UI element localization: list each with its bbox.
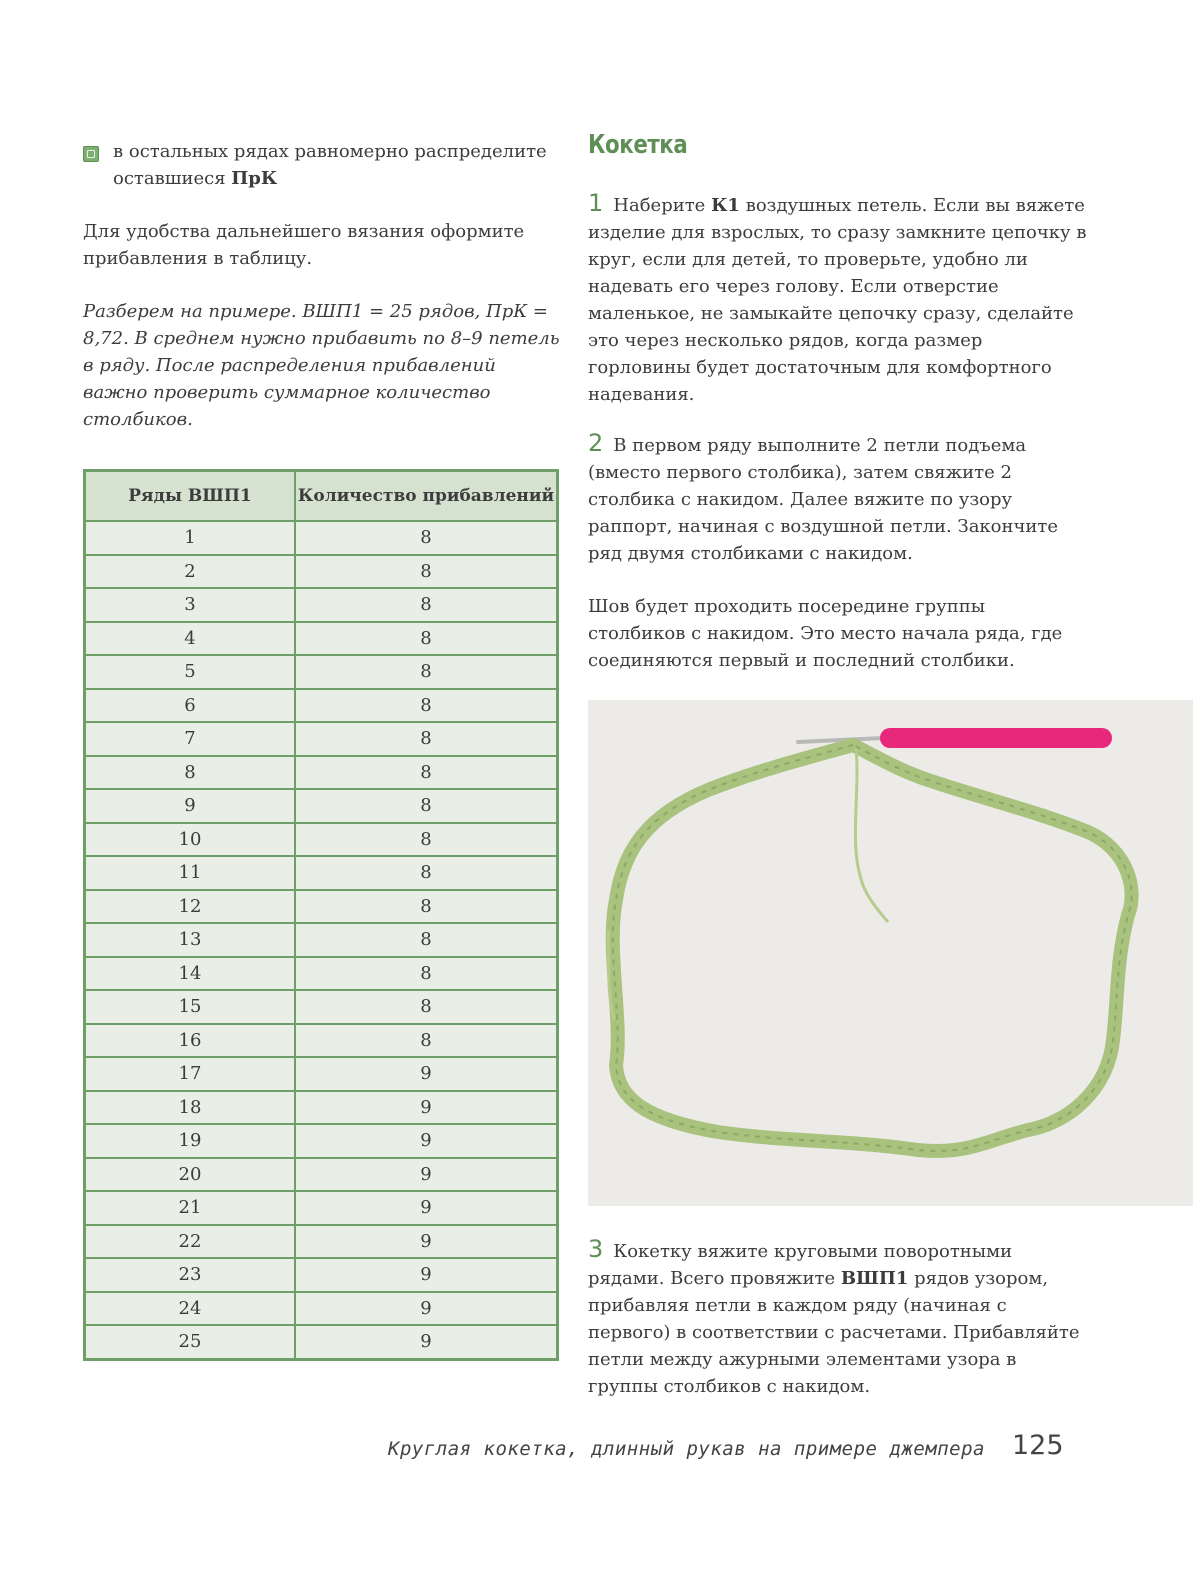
table-row (85, 890, 558, 924)
table-row (85, 655, 558, 689)
seam-paragraph: Шов будет проходить посередине группы столбиков с накидом. Это место начала ряда, где соединяются первый и последний столбики. (588, 596, 1063, 671)
row-number-cell: 21 (85, 1191, 296, 1225)
bullet-item (83, 138, 563, 192)
row-number-cell: 2 (85, 555, 296, 589)
table-row (85, 588, 558, 622)
bullet-text: в остальных рядах равномерно распределите оставшиеся ПрК (113, 141, 547, 189)
row-number-cell: 8 (85, 756, 296, 790)
square-bullet-icon (83, 146, 99, 162)
increase-count-cell: 9 (295, 1091, 558, 1125)
crochet-chain-photo (588, 700, 1193, 1206)
increase-count-cell: 9 (295, 1225, 558, 1259)
increase-count-cell: 9 (295, 1124, 558, 1158)
step-number: 1 (588, 189, 604, 217)
table-row (85, 1292, 558, 1326)
increase-count-cell: 9 (295, 1191, 558, 1225)
step-3: 3 Кокетку вяжите круговыми поворотными рядами. Всего провяжите ВШП1 рядов узором, прибавляя петли в каждом ряду (начиная с первого) в соответствии с расчетами. Прибавляйте петли между ажурными элементами узора в группы столбиков с накидом. (588, 1235, 1080, 1397)
row-number-cell: 17 (85, 1057, 296, 1091)
table-header-row (85, 471, 558, 522)
increase-count-cell: 8 (295, 722, 558, 756)
row-number-cell: 24 (85, 1292, 296, 1326)
table-row (85, 789, 558, 823)
row-number-cell: 22 (85, 1225, 296, 1259)
increase-count-cell: 8 (295, 789, 558, 823)
table-row (85, 689, 558, 723)
row-number-cell: 19 (85, 1124, 296, 1158)
row-number-cell: 13 (85, 923, 296, 957)
row-number-cell: 23 (85, 1258, 296, 1292)
row-number-cell: 9 (85, 789, 296, 823)
increase-count-cell: 8 (295, 923, 558, 957)
step-number: 3 (588, 1235, 604, 1263)
increase-count-cell: 8 (295, 689, 558, 723)
increase-count-cell: 9 (295, 1158, 558, 1192)
increase-count-cell: 8 (295, 823, 558, 857)
table-row (85, 923, 558, 957)
step-2: 2 В первом ряду выполните 2 петли подъема (вместо первого столбика), затем свяжите 2 столбика с накидом. Далее вяжите по узору раппорт, начиная с воздушной петли. Закончите ряд двумя столбиками с накидом. (588, 429, 1059, 564)
row-number-cell: 1 (85, 521, 296, 555)
row-number-cell: 25 (85, 1325, 296, 1359)
increases-table (83, 469, 559, 1361)
table-row (85, 1057, 558, 1091)
left-column (83, 138, 563, 1361)
row-number-cell: 3 (85, 588, 296, 622)
increase-count-cell: 9 (295, 1292, 558, 1326)
row-number-cell: 20 (85, 1158, 296, 1192)
row-number-cell: 4 (85, 622, 296, 656)
row-number-cell: 7 (85, 722, 296, 756)
right-column (588, 130, 1088, 1400)
table-row (85, 1225, 558, 1259)
increase-count-cell: 8 (295, 588, 558, 622)
table-row (85, 856, 558, 890)
table-row (85, 1325, 558, 1359)
table-row (85, 1024, 558, 1058)
table-row (85, 1258, 558, 1292)
table-intro-paragraph: Для удобства дальнейшего вязания оформите прибавления в таблицу. (83, 221, 525, 269)
table-row (85, 722, 558, 756)
row-number-cell: 5 (85, 655, 296, 689)
increase-count-cell: 8 (295, 521, 558, 555)
table-row (85, 990, 558, 1024)
header-rows: Ряды ВШП1 (85, 471, 296, 522)
section-title: Кокетка (588, 130, 688, 160)
row-number-cell: 10 (85, 823, 296, 857)
hook-handle (880, 728, 1112, 748)
increase-count-cell: 8 (295, 957, 558, 991)
increase-count-cell: 8 (295, 622, 558, 656)
header-increases: Количество прибавлений (295, 471, 558, 522)
increase-count-cell: 9 (295, 1258, 558, 1292)
increase-count-cell: 8 (295, 890, 558, 924)
table-row (85, 1124, 558, 1158)
increase-count-cell: 9 (295, 1325, 558, 1359)
table-row (85, 555, 558, 589)
row-number-cell: 11 (85, 856, 296, 890)
increase-count-cell: 8 (295, 1024, 558, 1058)
increase-count-cell: 9 (295, 1057, 558, 1091)
row-number-cell: 14 (85, 957, 296, 991)
step-number: 2 (588, 429, 604, 457)
table-row (85, 756, 558, 790)
table-row (85, 622, 558, 656)
row-number-cell: 12 (85, 890, 296, 924)
increase-count-cell: 8 (295, 655, 558, 689)
table-row (85, 823, 558, 857)
table-row (85, 1191, 558, 1225)
increase-count-cell: 8 (295, 990, 558, 1024)
increase-count-cell: 8 (295, 555, 558, 589)
example-paragraph: Разберем на примере. ВШП1 = 25 рядов, ПрК = 8,72. В среднем нужно прибавить по 8–9 петель в ряду. После распределения прибавлений важно проверить суммарное количество столбиков. (83, 301, 560, 430)
row-number-cell: 6 (85, 689, 296, 723)
step-1: 1 Наберите К1 воздушных петель. Если вы вяжете изделие для взрослых, то сразу замкните цепочку в круг, если для детей, то проверьте, удобно ли надевать его через голову. Если отверстие маленькое, не замыкайте цепочку сразу, сделайте это через несколько рядов, когда размер горловины будет достаточным для комфортного надевания. (588, 189, 1087, 405)
running-footer: Круглая кокетка, длинный рукав на примере джемпера (388, 1438, 985, 1460)
page-number: 125 (1012, 1430, 1064, 1461)
row-number-cell: 16 (85, 1024, 296, 1058)
increase-count-cell: 8 (295, 756, 558, 790)
table-row (85, 1158, 558, 1192)
table-body (85, 521, 558, 1359)
crochet-chain-illustration (588, 700, 1193, 1206)
table-row (85, 957, 558, 991)
row-number-cell: 15 (85, 990, 296, 1024)
table-row (85, 521, 558, 555)
table-row (85, 1091, 558, 1125)
increase-count-cell: 8 (295, 856, 558, 890)
row-number-cell: 18 (85, 1091, 296, 1125)
